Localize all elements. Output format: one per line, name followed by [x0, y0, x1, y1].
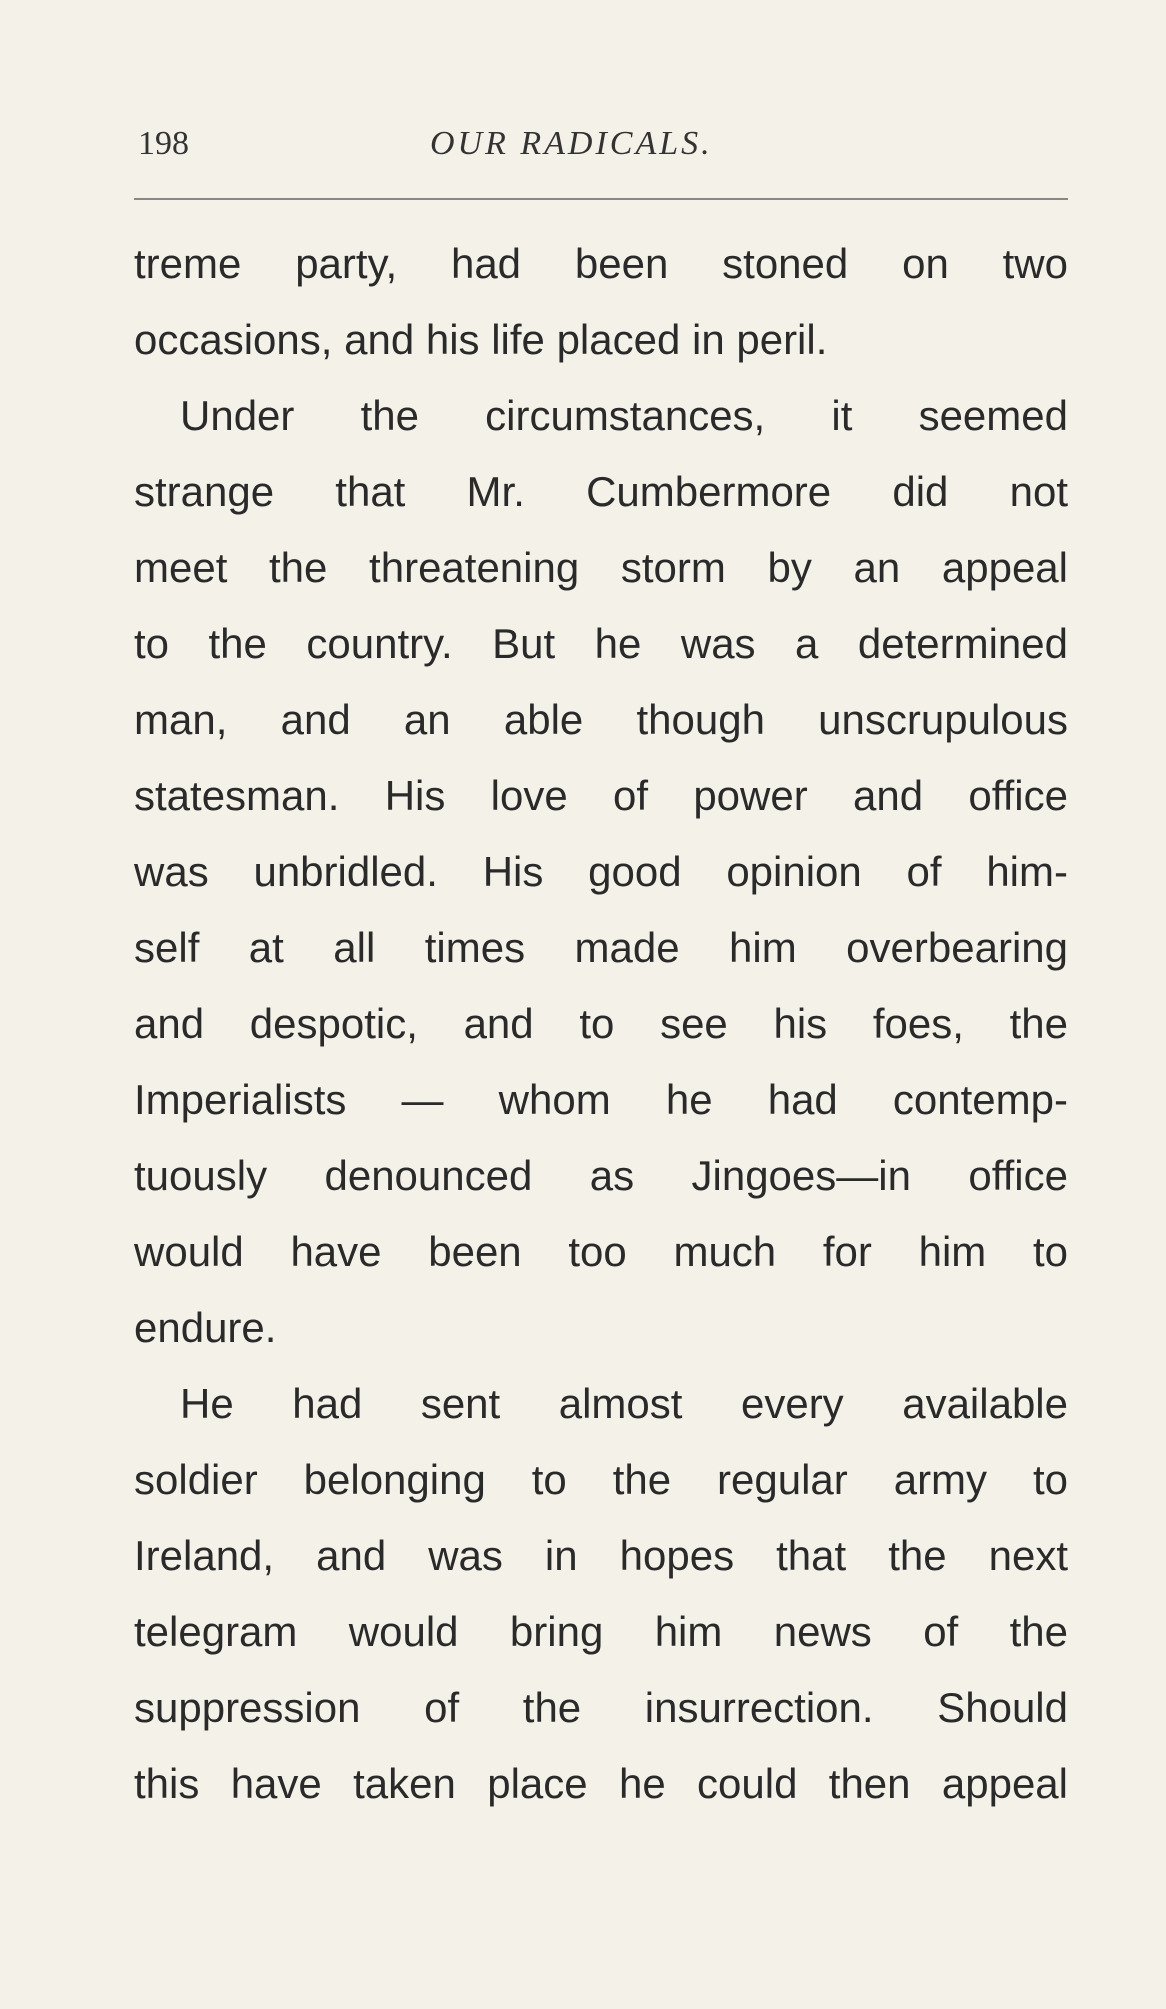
text-line: Under the circumstances, it seemed [180, 392, 1068, 439]
text-line: was unbridled. His good opinion of him- [134, 848, 1068, 895]
text-line: to the country. But he was a determined [134, 620, 1068, 667]
text-line: this have taken place he could then appeal [134, 1760, 1068, 1807]
text-line: statesman. His love of power and office [134, 772, 1068, 819]
text-line: strange that Mr. Cumbermore did not [134, 468, 1068, 515]
text-line: tuously denounced as Jingoes—in office [134, 1152, 1068, 1199]
page-header [134, 125, 1064, 181]
text-line: treme party, had been stoned on two [134, 240, 1068, 287]
body-text [134, 234, 1068, 1830]
text-line: Ireland, and was in hopes that the next [134, 1532, 1068, 1579]
text-line: occasions, and his life placed in peril. [134, 316, 828, 363]
page-number: 198 [138, 125, 189, 162]
text-line: man, and an able though unscrupulous [134, 696, 1068, 743]
text-line: meet the threatening storm by an appeal [134, 544, 1068, 591]
text-line: soldier belonging to the regular army to [134, 1456, 1068, 1503]
text-line: telegram would bring him news of the [134, 1608, 1068, 1655]
running-head: OUR RADICALS. [430, 125, 713, 162]
header-rule [134, 198, 1068, 200]
text-line: He had sent almost every available [180, 1380, 1068, 1427]
text-line: self at all times made him overbearing [134, 924, 1068, 971]
text-line: and despotic, and to see his foes, the [134, 1000, 1068, 1047]
text-line: would have been too much for him to [134, 1228, 1068, 1275]
text-line: suppression of the insurrection. Should [134, 1684, 1068, 1731]
text-line: endure. [134, 1304, 277, 1351]
text-line: Imperialists — whom he had contemp- [134, 1076, 1068, 1123]
